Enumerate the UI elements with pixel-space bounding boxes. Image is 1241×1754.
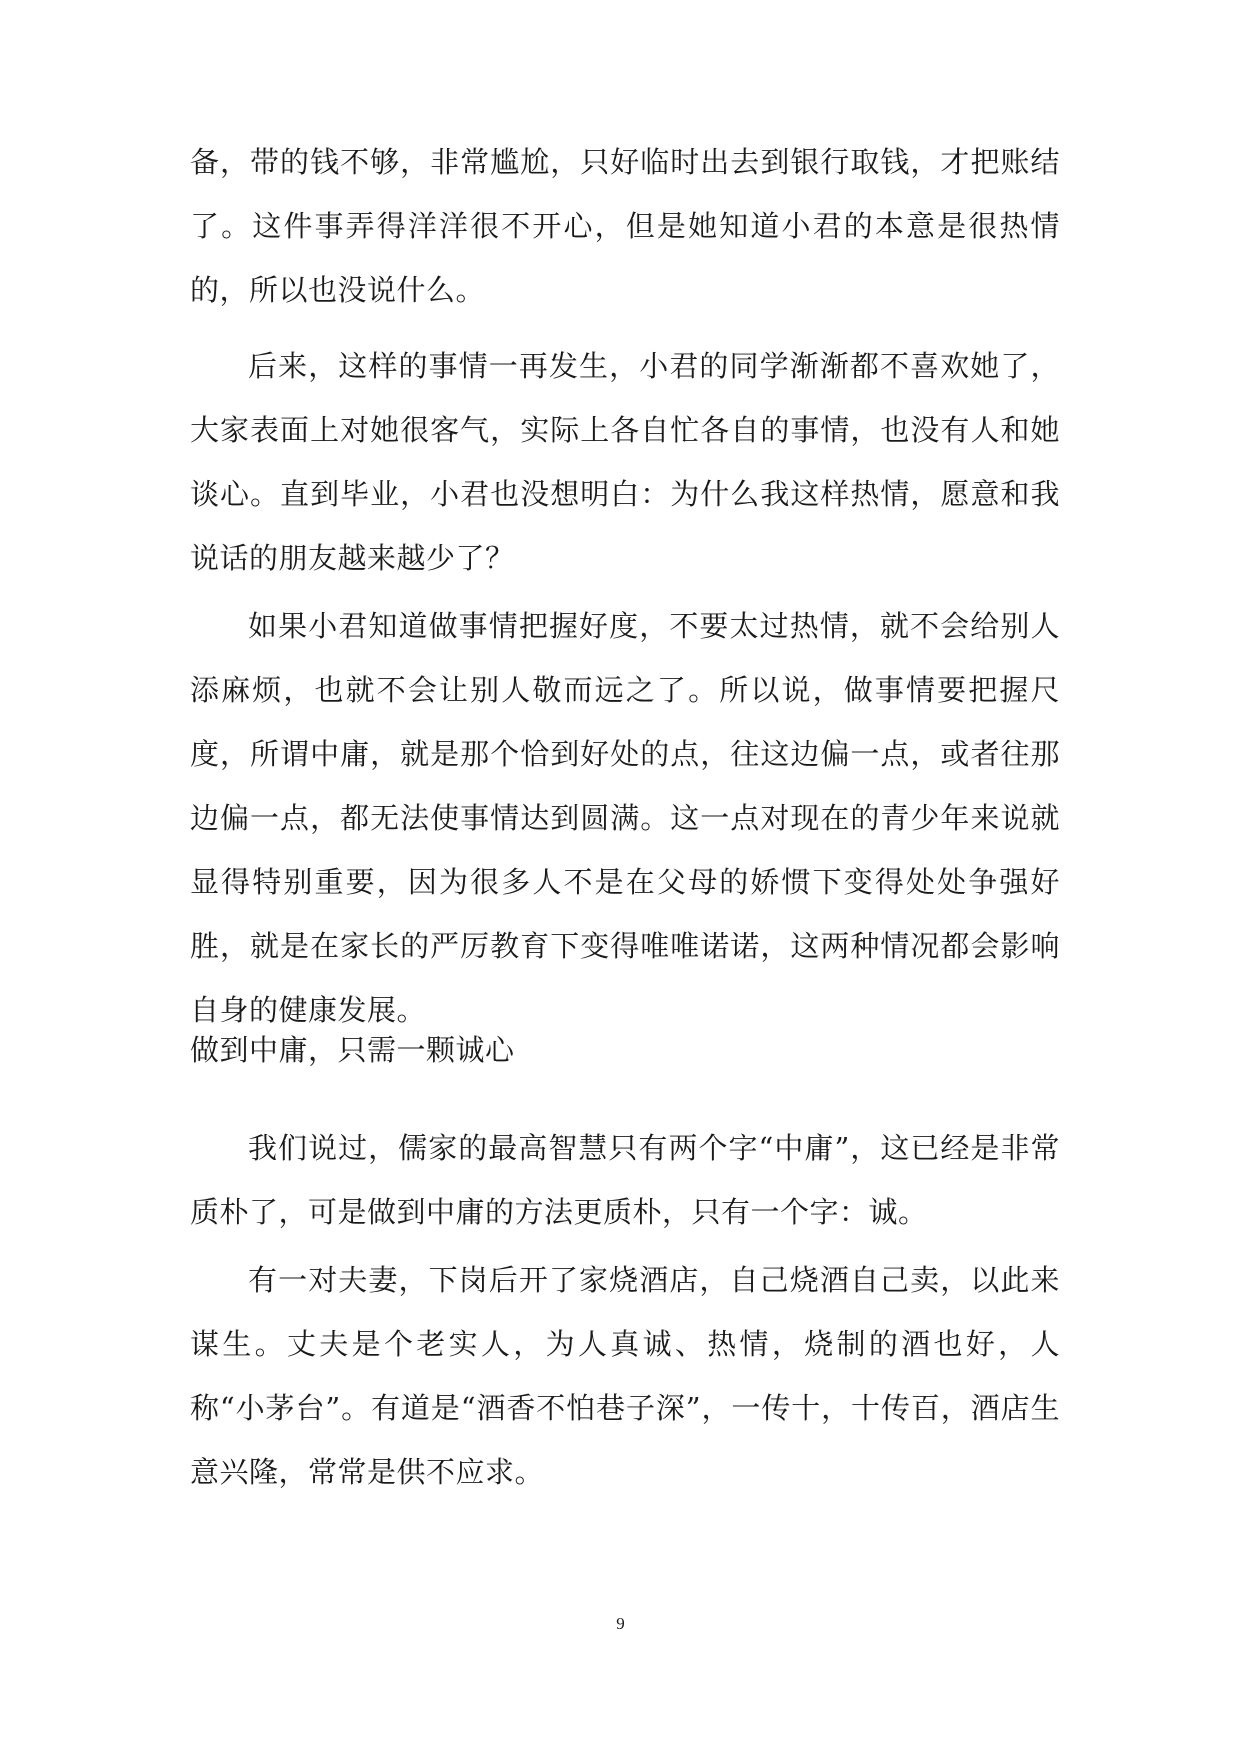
page-number: 9: [616, 1614, 625, 1633]
paragraph-moderation: 如果小君知道做事情把握好度，不要太过热情，就不会给别人添麻烦，也就不会让别人敬而远之了。所以说，做事情要把握尺度，所谓中庸，就是那个恰到好处的点，往这边偏一点，或者往那边偏一点，都无法使事情达到圆满。这一点对现在的青少年来说就显得特别重要，因为很多人不是在父母的娇惯下变得处处争强好胜，就是在家长的严厉教育下变得唯唯诺诺，这两种情况都会影响自身的健康发展。: [190, 609, 1060, 1027]
paragraph-sincerity: 我们说过，儒家的最高智慧只有两个字“中庸”，这已经是非常质朴了，可是做到中庸的方法更质朴，只有一个字：诚。: [190, 1131, 1060, 1229]
paragraph-wine-shop: 有一对夫妻，下岗后开了家烧酒店，自己烧酒自己卖，以此来谋生。丈夫是个老实人，为人真诚、热情，烧制的酒也好，人称“小茅台”。有道是“酒香不怕巷子深”，一传十，十传百，酒店生意兴隆，常常是供不应求。: [190, 1263, 1060, 1489]
paragraph-continuation: 备，带的钱不够，非常尴尬，只好临时出去到银行取钱，才把账结了。这件事弄得洋洋很不开心，但是她知道小君的本意是很热情的，所以也没说什么。: [190, 145, 1060, 307]
paragraph-later-events: 后来，这样的事情一再发生，小君的同学渐渐都不喜欢她了，大家表面上对她很客气，实际上各自忙各自的事情，也没有人和她谈心。直到毕业，小君也没想明白：为什么我这样热情，愿意和我说话的朋友越来越少了？: [190, 349, 1060, 575]
section-heading: 做到中庸，只需一颗诚心: [190, 1033, 515, 1067]
